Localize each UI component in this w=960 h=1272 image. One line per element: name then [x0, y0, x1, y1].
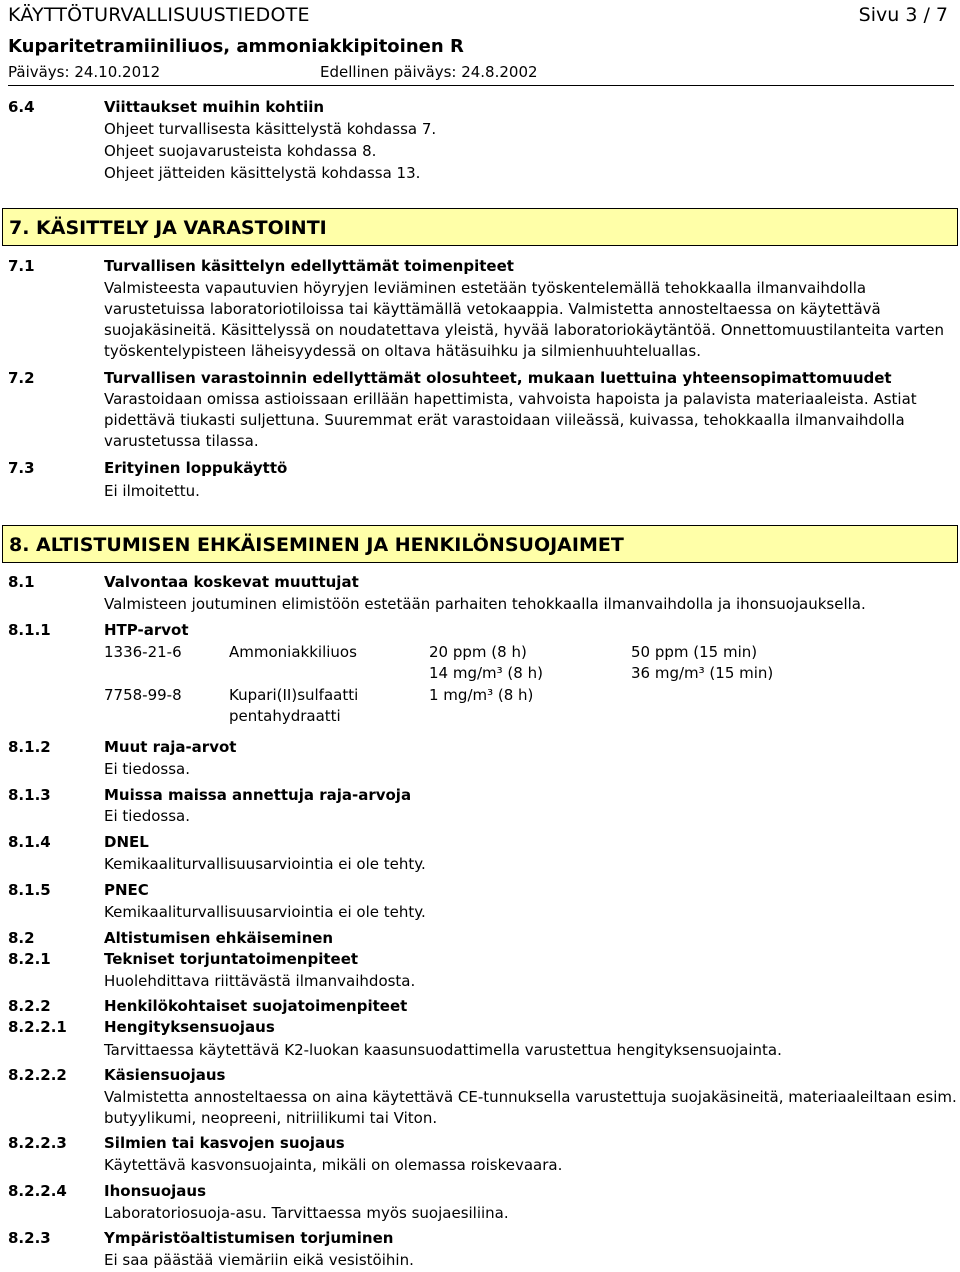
page-number: Sivu 3 / 7 — [858, 4, 948, 26]
text-line: Valmistetta annosteltaessa on aina käytettävä CE-tunnuksella varustettuja suojakäsineitä, materiaaleiltaan esim. — [104, 1088, 957, 1106]
section-number-8-2-1: 8.2.1 — [8, 950, 51, 968]
text-line: Kemikaaliturvallisuusarviointia ei ole tehty. — [104, 855, 426, 873]
text-line: Ohjeet turvallisesta käsittelystä kohdassa 7. — [104, 120, 437, 138]
section-number-8-2-2-1: 8.2.2.1 — [8, 1018, 67, 1036]
section-title-6-4: Viittaukset muihin kohtiin — [104, 98, 325, 116]
section-title-8-2-2: Henkilökohtaiset suojatoimenpiteet — [104, 997, 408, 1015]
text-line: varustetuissa laboratoriotiloissa tai käyttämällä vetokaappia. Valmistetta annosteltaessa on käytettävä — [104, 300, 881, 318]
section-title-8-1-4: DNEL — [104, 833, 149, 851]
text-line: Ei saa päästää viemäriin eikä vesistöihin. — [104, 1251, 414, 1269]
previous-date: Edellinen päiväys: 24.8.2002 — [320, 63, 538, 81]
text-line: Ohjeet jätteiden käsittelystä kohdassa 13. — [104, 164, 421, 182]
htp-15min-value: 50 ppm (15 min) — [631, 643, 758, 661]
htp-8h-value: 1 mg/m³ (8 h) — [429, 686, 534, 704]
document-title: KÄYTTÖTURVALLISUUSTIEDOTE — [8, 4, 310, 26]
text-line: Varastoidaan omissa astioissaan erillään hapettimista, vahvoista hapoista ja palavista materiaaleista. Astiat — [104, 390, 917, 408]
htp-8h-value: 14 mg/m³ (8 h) — [429, 664, 543, 682]
section-title-8-2-2-3: Silmien tai kasvojen suojaus — [104, 1134, 345, 1152]
substance-name: Ammoniakkiliuos — [229, 643, 357, 661]
section-number-8-1-2: 8.1.2 — [8, 738, 51, 756]
section-title-8-2: Altistumisen ehkäiseminen — [104, 929, 334, 947]
section-number-7-1: 7.1 — [8, 257, 35, 275]
section-title-8-2-2-4: Ihonsuojaus — [104, 1182, 207, 1200]
section-banner-8 — [2, 525, 958, 563]
section-heading-7: 7. KÄSITTELY JA VARASTOINTI — [9, 217, 327, 239]
section-number-6-4: 6.4 — [8, 98, 35, 116]
section-banner-7 — [2, 208, 958, 246]
text-line: Tarvittaessa käytettävä K2-luokan kaasunsuodattimella varustettua hengityksensuojainta. — [104, 1041, 782, 1059]
section-number-8-2-2-3: 8.2.2.3 — [8, 1134, 67, 1152]
text-line: Ohjeet suojavarusteista kohdassa 8. — [104, 142, 377, 160]
text-line: Valmisteen joutuminen elimistöön estetään parhaiten tehokkaalla ilmanvaihdolla ja ihonsuojauksella. — [104, 595, 866, 613]
section-number-8-1-3: 8.1.3 — [8, 786, 51, 804]
section-heading-8: 8. ALTISTUMISEN EHKÄISEMINEN JA HENKILÖNSUOJAIMET — [9, 534, 624, 556]
section-number-7-3: 7.3 — [8, 459, 35, 477]
section-title-8-1-3: Muissa maissa annettuja raja-arvoja — [104, 786, 412, 804]
section-title-8-1-1: HTP-arvot — [104, 621, 189, 639]
text-line: pidettävä tiukasti suljettuna. Suuremmat erät varastoidaan viileässä, kuivassa, tehokkaalla ilmanvaihdolla — [104, 411, 905, 429]
section-number-8-2-2-2: 8.2.2.2 — [8, 1066, 67, 1084]
header-divider — [8, 85, 954, 86]
text-line: butyylikumi, neopreeni, nitriilikumi tai Viton. — [104, 1109, 438, 1127]
section-number-8-1-5: 8.1.5 — [8, 881, 51, 899]
text-line: Ei ilmoitettu. — [104, 482, 200, 500]
text-line: suojakäsineitä. Käsittelyssä on noudatettava yleistä, hyvää laboratoriokäytäntöä. Onnettomuustilanteita varten — [104, 321, 945, 339]
text-line: Ei tiedossa. — [104, 807, 190, 825]
section-number-8-1-4: 8.1.4 — [8, 833, 51, 851]
section-title-8-2-3: Ympäristöaltistumisen torjuminen — [104, 1229, 394, 1247]
section-title-8-1-2: Muut raja-arvot — [104, 738, 237, 756]
section-number-8-2-2-4: 8.2.2.4 — [8, 1182, 67, 1200]
htp-8h-value: 20 ppm (8 h) — [429, 643, 527, 661]
section-number-8-2-3: 8.2.3 — [8, 1229, 51, 1247]
cas-number: 7758-99-8 — [104, 686, 182, 704]
section-number-7-2: 7.2 — [8, 369, 35, 387]
section-title-7-3: Erityinen loppukäyttö — [104, 459, 288, 477]
section-title-8-2-2-2: Käsiensuojaus — [104, 1066, 226, 1084]
section-number-8-1: 8.1 — [8, 573, 35, 591]
product-name: Kuparitetramiiniliuos, ammoniakkipitoinen R — [8, 36, 464, 57]
text-line: varustetussa tilassa. — [104, 432, 259, 450]
section-number-8-1-1: 8.1.1 — [8, 621, 51, 639]
cas-number: 1336-21-6 — [104, 643, 182, 661]
section-title-7-2: Turvallisen varastoinnin edellyttämät olosuhteet, mukaan luettuina yhteensopimattomuudet — [104, 369, 892, 387]
section-number-8-2: 8.2 — [8, 929, 35, 947]
text-line: Kemikaaliturvallisuusarviointia ei ole tehty. — [104, 903, 426, 921]
section-number-8-2-2: 8.2.2 — [8, 997, 51, 1015]
issue-date: Päiväys: 24.10.2012 — [8, 63, 161, 81]
section-title-8-1: Valvontaa koskevat muuttujat — [104, 573, 359, 591]
section-title-8-2-2-1: Hengityksensuojaus — [104, 1018, 275, 1036]
text-line: Ei tiedossa. — [104, 760, 190, 778]
text-line: Käytettävä kasvonsuojainta, mikäli on olemassa roiskevaara. — [104, 1156, 563, 1174]
text-line: Huolehdittava riittävästä ilmanvaihdosta. — [104, 972, 416, 990]
section-title-7-1: Turvallisen käsittelyn edellyttämät toimenpiteet — [104, 257, 514, 275]
section-title-8-1-5: PNEC — [104, 881, 149, 899]
substance-name: pentahydraatti — [229, 707, 341, 725]
substance-name: Kupari(II)sulfaatti — [229, 686, 359, 704]
text-line: Laboratoriosuoja-asu. Tarvittaessa myös suojaesiliina. — [104, 1204, 509, 1222]
section-title-8-2-1: Tekniset torjuntatoimenpiteet — [104, 950, 359, 968]
htp-15min-value: 36 mg/m³ (15 min) — [631, 664, 774, 682]
text-line: työskentelypisteen läheisyydessä on oltava hätäsuihku ja silmienhuuhteluallas. — [104, 342, 701, 360]
text-line: Valmisteesta vapautuvien höyryjen leviäminen estetään työskentelemällä tehokkaalla ilmanvaihdolla — [104, 279, 867, 297]
